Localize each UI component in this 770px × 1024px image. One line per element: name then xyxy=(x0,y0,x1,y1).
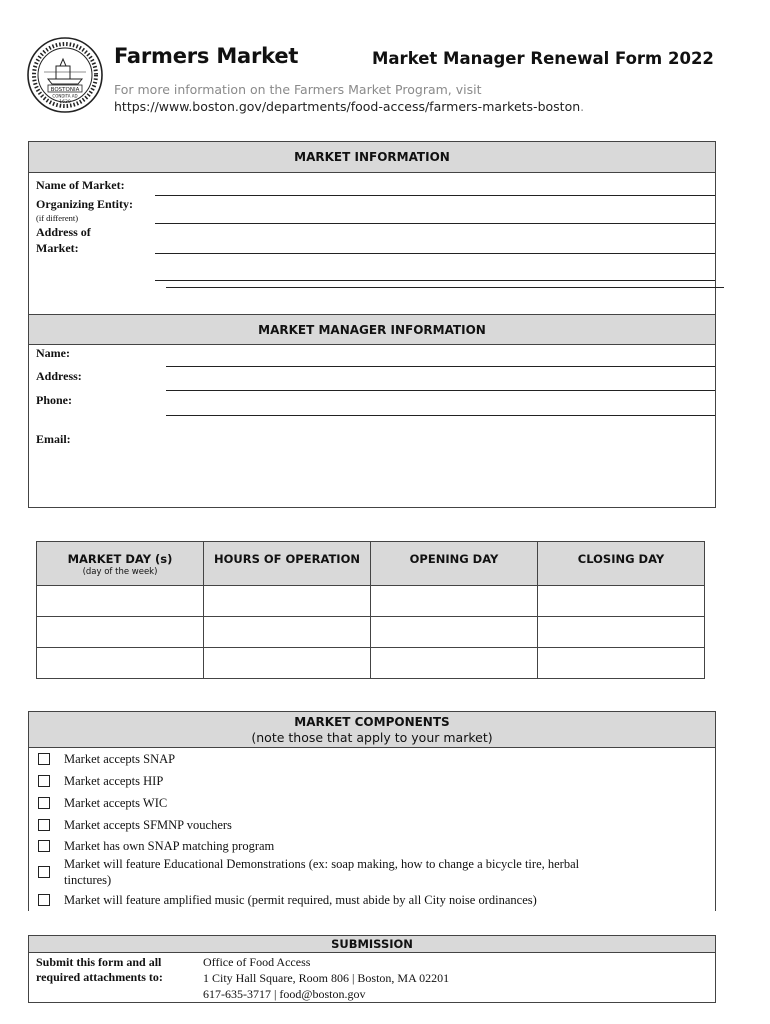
column-header-label: MARKET DAY (s) xyxy=(67,552,173,566)
checkbox-wic[interactable] xyxy=(38,797,50,809)
column-header-opening-day: OPENING DAY xyxy=(371,542,538,586)
table-cell[interactable] xyxy=(37,648,204,679)
schedule-table xyxy=(36,541,705,679)
checkbox-educational-demos[interactable] xyxy=(38,866,50,878)
address-label-line2: Market: xyxy=(36,241,79,255)
info-text xyxy=(114,81,584,115)
organizing-entity-field[interactable] xyxy=(155,223,715,224)
section-heading xyxy=(29,712,715,748)
checkbox-label: Market accepts WIC xyxy=(64,796,168,810)
svg-text:1630: 1630 xyxy=(59,100,71,105)
submission-label-line1: Submit this form and all xyxy=(36,955,162,969)
table-cell[interactable] xyxy=(538,586,705,617)
table-cell[interactable] xyxy=(204,617,371,648)
address-field-line2[interactable] xyxy=(155,280,715,281)
manager-information-section xyxy=(28,314,716,508)
column-header-hours: HOURS OF OPERATION xyxy=(204,542,371,586)
checkbox-snap-matching[interactable] xyxy=(38,840,50,852)
submission-contact: 617-635-3717 | food@boston.gov xyxy=(203,987,366,1001)
manager-name-field[interactable] xyxy=(166,366,715,367)
form-title: Market Manager Renewal Form 2022 xyxy=(372,49,714,68)
section-heading-title: MARKET COMPONENTS xyxy=(294,715,450,729)
table-cell[interactable] xyxy=(37,617,204,648)
checkbox-snap[interactable] xyxy=(38,753,50,765)
checkbox-label: Market accepts SFMNP vouchers xyxy=(64,818,232,832)
manager-phone-field[interactable] xyxy=(166,415,715,416)
checkbox-hip[interactable] xyxy=(38,775,50,787)
checkbox-label: Market will feature Educational Demonstrations (ex: soap making, how to change a bicycle tire, herbal xyxy=(64,857,580,871)
svg-text:CONDITA AD: CONDITA AD xyxy=(52,93,78,99)
manager-address-label: Address: xyxy=(36,369,82,383)
market-components-section xyxy=(28,711,716,911)
table-cell[interactable] xyxy=(204,586,371,617)
checkbox-label: Market accepts SNAP xyxy=(64,752,176,766)
table-row xyxy=(37,648,705,679)
svg-text:BOSTONIA: BOSTONIA xyxy=(50,87,80,93)
checkbox-label: Market will feature amplified music (permit required, must abide by all City noise ordinances) xyxy=(64,893,537,907)
info-text-period: . xyxy=(580,99,585,114)
table-cell[interactable] xyxy=(538,648,705,679)
section-heading: MARKET INFORMATION xyxy=(29,142,715,173)
manager-address-field[interactable] xyxy=(166,390,715,391)
submission-address: 1 City Hall Square, Room 806 | Boston, MA 02201 xyxy=(203,971,450,985)
checkbox-label-continued: tinctures) xyxy=(64,873,112,887)
checkbox-label: Market accepts HIP xyxy=(64,774,164,788)
organizing-entity-note: (if different) xyxy=(36,213,79,223)
column-header-closing-day: CLOSING DAY xyxy=(538,542,705,586)
table-cell[interactable] xyxy=(371,617,538,648)
table-cell[interactable] xyxy=(371,648,538,679)
table-row xyxy=(37,617,705,648)
checkbox-amplified-music[interactable] xyxy=(38,894,50,906)
section-heading-subtitle: (note those that apply to your market) xyxy=(251,730,493,745)
column-header-note: (day of the week) xyxy=(82,567,158,577)
table-cell[interactable] xyxy=(371,586,538,617)
page-title: Farmers Market xyxy=(114,44,299,68)
table-row xyxy=(37,586,705,617)
table-cell[interactable] xyxy=(204,648,371,679)
address-field-line3[interactable] xyxy=(166,287,724,288)
manager-phone-label: Phone: xyxy=(36,393,72,407)
address-field-line1[interactable] xyxy=(155,253,715,254)
submission-office: Office of Food Access xyxy=(203,955,311,969)
checkbox-label: Market has own SNAP matching program xyxy=(64,839,275,853)
market-name-field[interactable] xyxy=(155,195,715,196)
column-header-market-day xyxy=(37,542,204,586)
market-name-label: Name of Market: xyxy=(36,178,125,192)
checkbox-sfmnp[interactable] xyxy=(38,819,50,831)
info-text-line: For more information on the Farmers Market Program, visit xyxy=(114,82,482,97)
program-link[interactable]: https://www.boston.gov/departments/food-access/farmers-markets-boston xyxy=(114,99,581,114)
submission-label-line2: required attachments to: xyxy=(36,970,163,984)
market-information-section xyxy=(28,141,716,315)
manager-email-label: Email: xyxy=(36,432,71,446)
section-heading: SUBMISSION xyxy=(29,936,715,953)
table-cell[interactable] xyxy=(37,586,204,617)
manager-name-label: Name: xyxy=(36,346,70,360)
section-heading: MARKET MANAGER INFORMATION xyxy=(29,315,715,345)
address-label-line1: Address of xyxy=(36,225,91,239)
city-seal-logo xyxy=(26,36,104,114)
organizing-entity-label: Organizing Entity: xyxy=(36,197,134,211)
submission-section xyxy=(28,935,716,1003)
table-cell[interactable] xyxy=(538,617,705,648)
